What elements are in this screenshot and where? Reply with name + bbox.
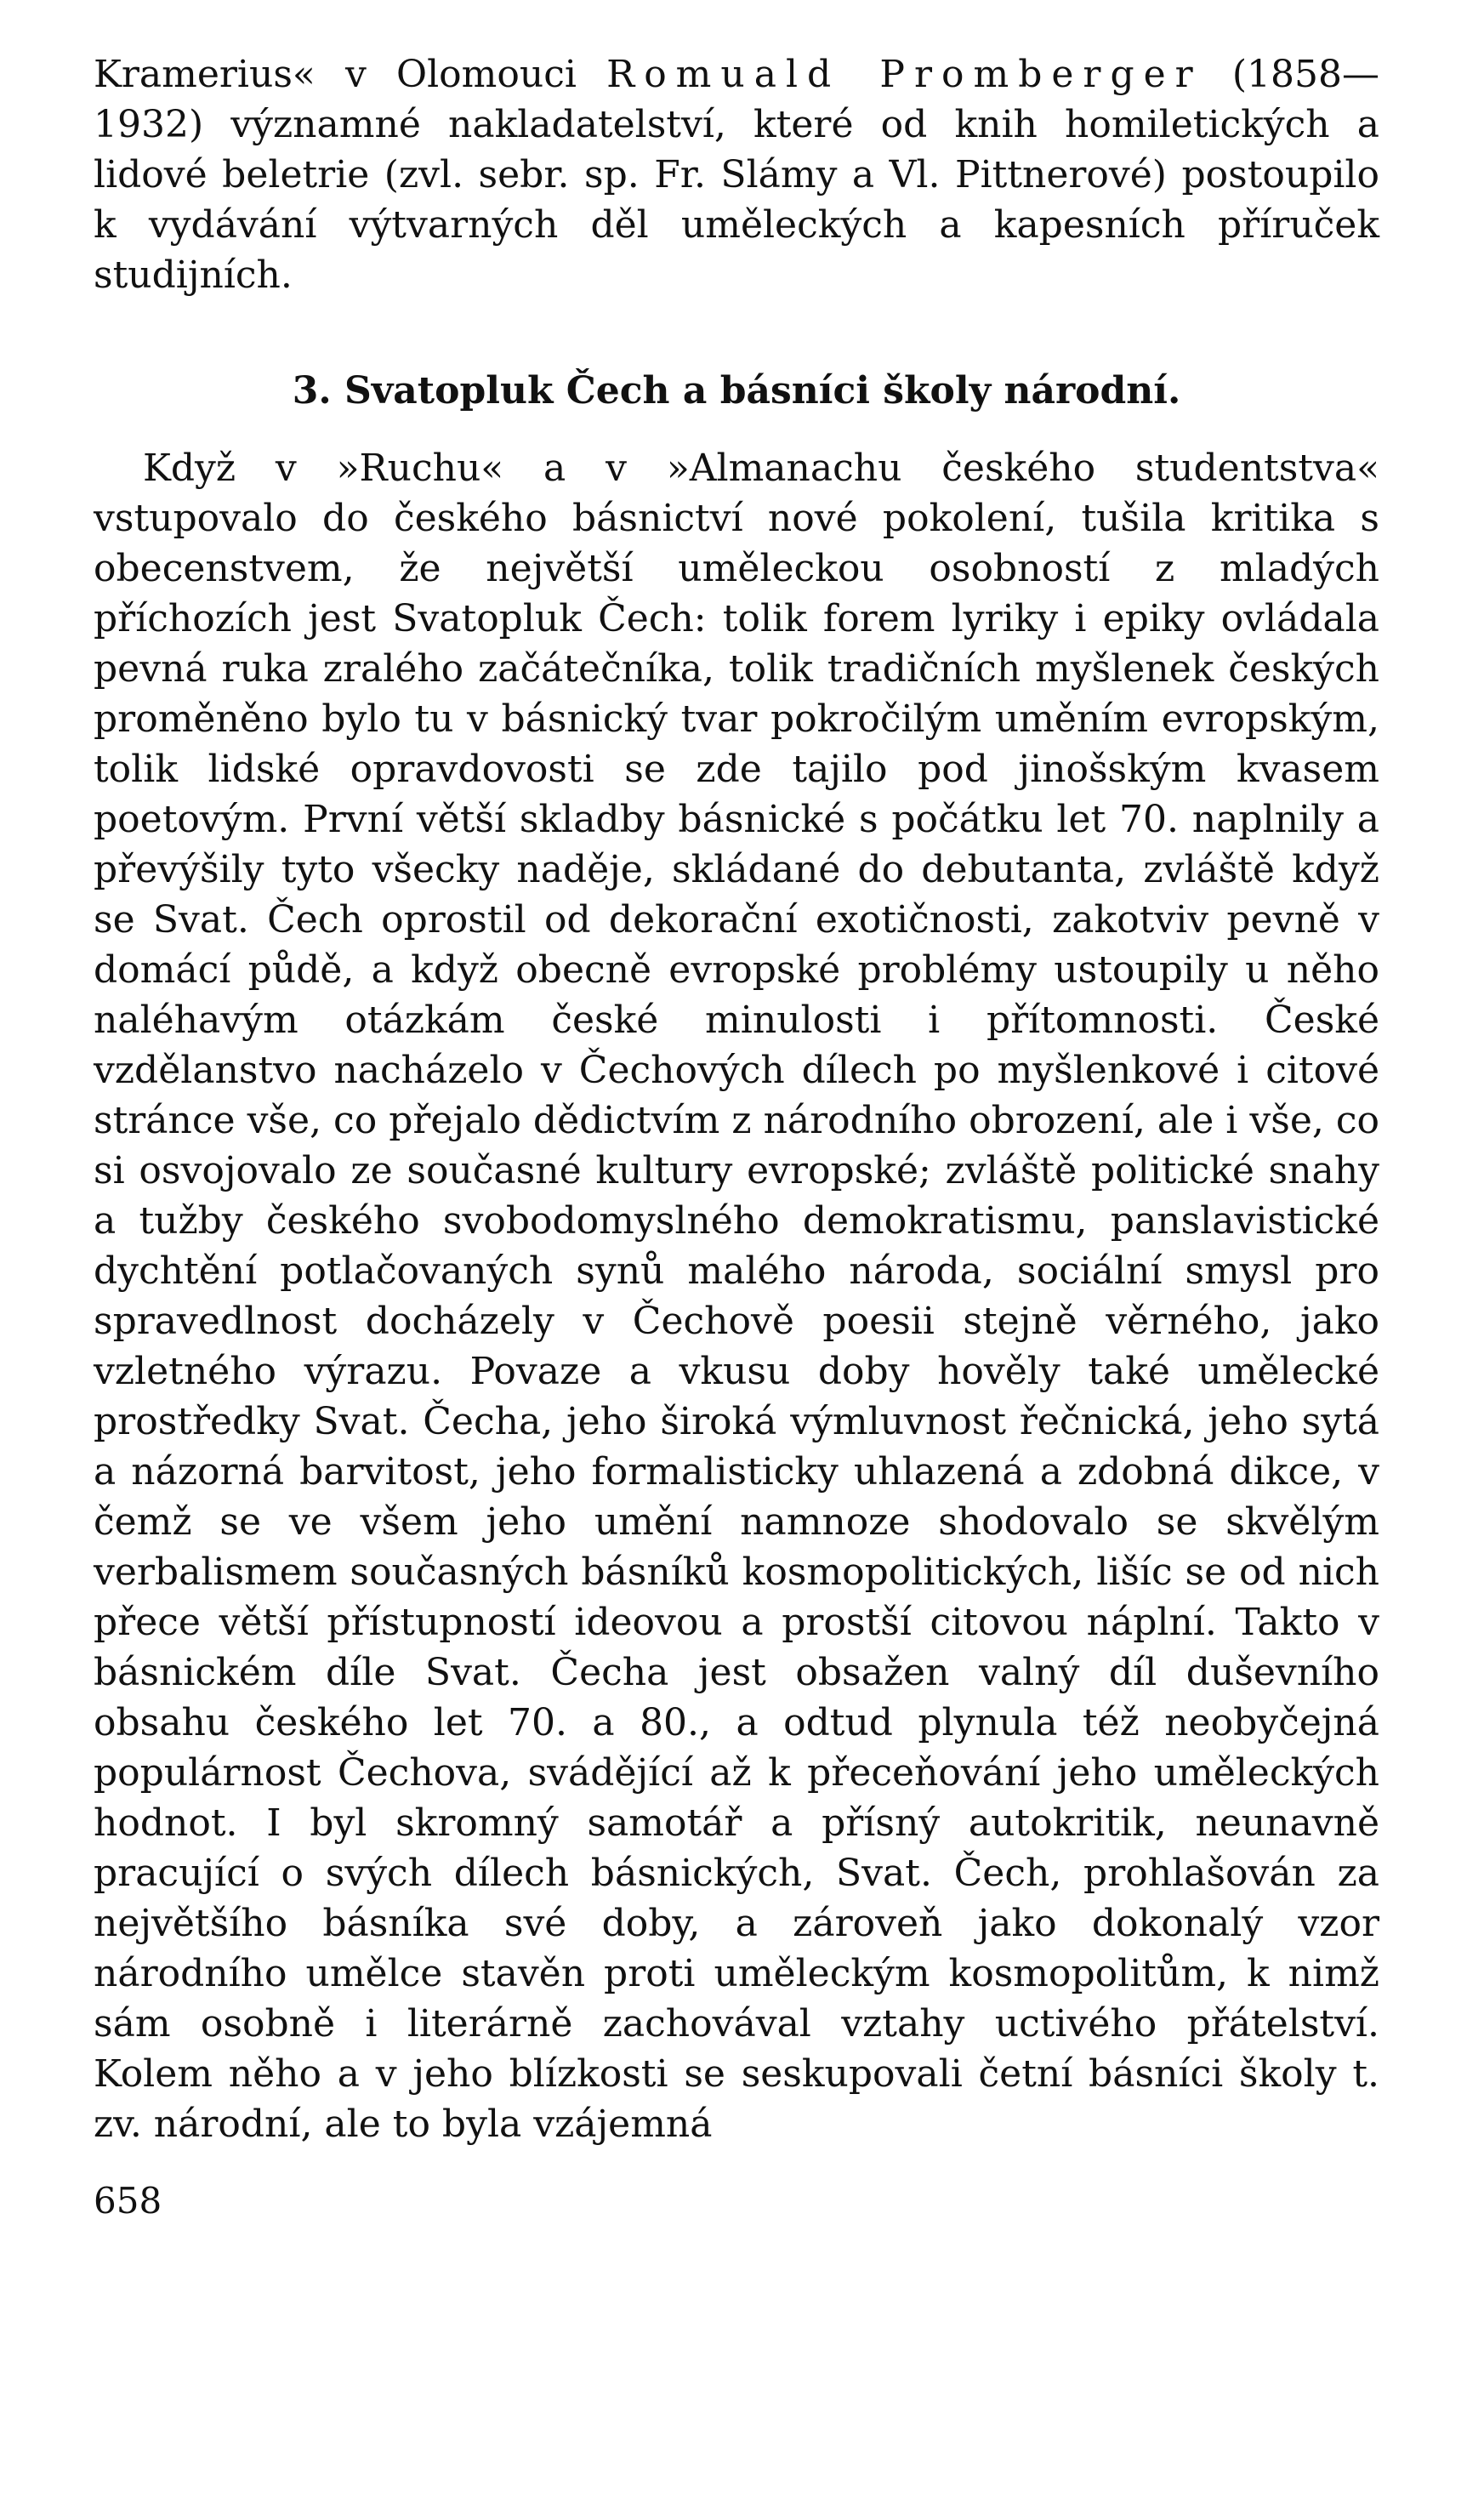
publisher-name: Romuald Promberger [606, 53, 1203, 96]
intro-text-start: Kramerius« v Olomouci [94, 53, 607, 96]
intro-text-end: (1858—1932) významné nakladatelství, které od knih homiletických a lidové beletrie (zvl. sebr. sp. Fr. Slámy a Vl. Pittnerové) postoupilo k vydávání výtvarných děl uměleckých a kapesních příruček studijních. [94, 53, 1379, 297]
intro-paragraph [94, 49, 1379, 300]
page-number: 658 [94, 2180, 162, 2222]
section-heading: 3. Svatopluk Čech a básníci školy národní. [292, 369, 1181, 413]
section-body-paragraph: Když v »Ruchu« a v »Almanachu českého studentstva« vstupovalo do českého básnictví nové pokolení, tušila kritika s obecenstvem, že největší uměleckou osobností z mladých příchozích jest Svatopluk Čech: tolik forem lyriky i epiky ovládala pevná ruka zralého začátečníka, tolik tradičních myšlenek českých proměněno bylo tu v básnický tvar pokročilým uměním evropským, tolik lidské opravdovosti se zde tajilo pod jinošským kvasem poetovým. První větší skladby básnické s počátku let 70. naplnily a převýšily tyto všecky naděje, skládané do debutanta, zvláště když se Svat. Čech oprostil od dekorační exotičnosti, zakotviv pevně v domácí půdě, a když obecně evropské problémy ustoupily u něho naléhavým otázkám české minulosti i přítomnosti. České vzdělanstvo nacházelo v Čechových dílech po myšlenkové i citové stránce vše, co přejalo dědictvím z národního obrození, ale i vše, co si osvojovalo ze současné kultury evropské; zvláště politické snahy a tužby českého svobodomyslného demokratismu, panslavistické dychtění potlačovaných synů malého národa, sociální smysl pro spravedlnost docházely v Čechově poesii stejně věrného, jako vzletného výrazu. Povaze a vkusu doby hověly také umělecké prostředky Svat. Čecha, jeho široká výmluvnost řečnická, jeho sytá a názorná barvitost, jeho formalisticky uhlazená a zdobná dikce, v čemž se ve všem jeho umění namnoze shodovalo se skvělým verbalismem současných básníků kosmopolitických, lišíc se od nich přece větší přístupností ideovou a prostší citovou náplní. Takto v básnickém díle Svat. Čecha jest obsažen valný díl duševního obsahu českého let 70. a 80., a odtud plynula též neobyčejná populárnost Čechova, svádějící až k přeceňování jeho uměleckých hodnot. I byl skromný samotář a přísný autokritik, neunavně pracující o svých dílech básnických, Svat. Čech, prohlašován za největšího básníka své doby, a zároveň jako dokonalý vzor národního umělce stavěn proti uměleckým kosmopolitům, k nimž sám osobně i literárně zachovával vztahy uctivého přátelství. Kolem něho a v jeho blízkosti se seskupovali četní básníci školy t. zv. národní, ale to byla vzájemná [94, 447, 1379, 2146]
page-content [94, 49, 1379, 2149]
